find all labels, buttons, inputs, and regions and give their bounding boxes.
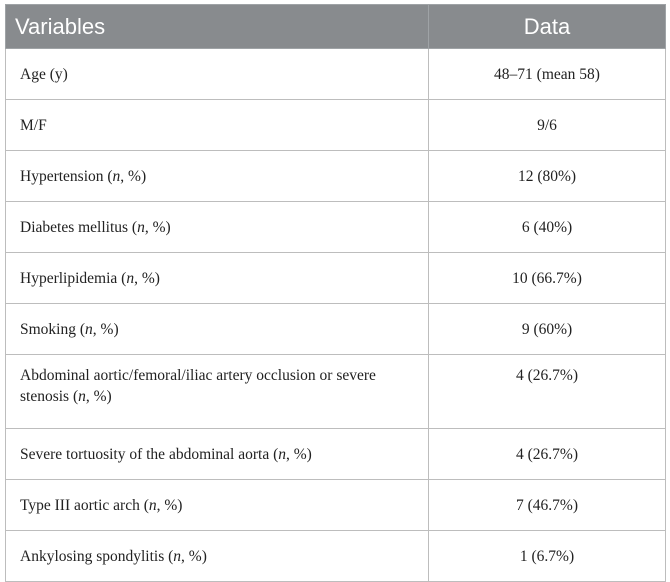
row-value: 4 (26.7%) — [429, 429, 666, 480]
row-value: 7 (46.7%) — [429, 480, 666, 531]
header-data: Data — [429, 5, 666, 49]
table-row — [6, 253, 666, 304]
row-label: Smoking (n, %) — [6, 304, 429, 355]
row-value: 4 (26.7%) — [429, 355, 666, 429]
row-label: Hyperlipidemia (n, %) — [6, 253, 429, 304]
table-row — [6, 355, 666, 429]
table-row — [6, 531, 666, 582]
row-label: Ankylosing spondylitis (n, %) — [6, 531, 429, 582]
table-row — [6, 49, 666, 100]
table-row — [6, 429, 666, 480]
row-value: 9 (60%) — [429, 304, 666, 355]
row-label: Abdominal aortic/femoral/iliac artery occlusion or severe stenosis (n, %) — [6, 355, 429, 429]
row-value: 6 (40%) — [429, 202, 666, 253]
table-row — [6, 151, 666, 202]
table-row — [6, 304, 666, 355]
row-label: M/F — [6, 100, 429, 151]
row-label: Type III aortic arch (n, %) — [6, 480, 429, 531]
row-label: Hypertension (n, %) — [6, 151, 429, 202]
row-value: 10 (66.7%) — [429, 253, 666, 304]
row-label: Severe tortuosity of the abdominal aorta (n, %) — [6, 429, 429, 480]
table-row — [6, 480, 666, 531]
table-row — [6, 100, 666, 151]
table-row — [6, 202, 666, 253]
header-variables: Variables — [6, 5, 429, 49]
row-value: 12 (80%) — [429, 151, 666, 202]
header-row — [6, 5, 666, 49]
row-value: 9/6 — [429, 100, 666, 151]
row-label: Age (y) — [6, 49, 429, 100]
data-table — [5, 4, 666, 582]
row-value: 1 (6.7%) — [429, 531, 666, 582]
row-value: 48–71 (mean 58) — [429, 49, 666, 100]
row-label: Diabetes mellitus (n, %) — [6, 202, 429, 253]
